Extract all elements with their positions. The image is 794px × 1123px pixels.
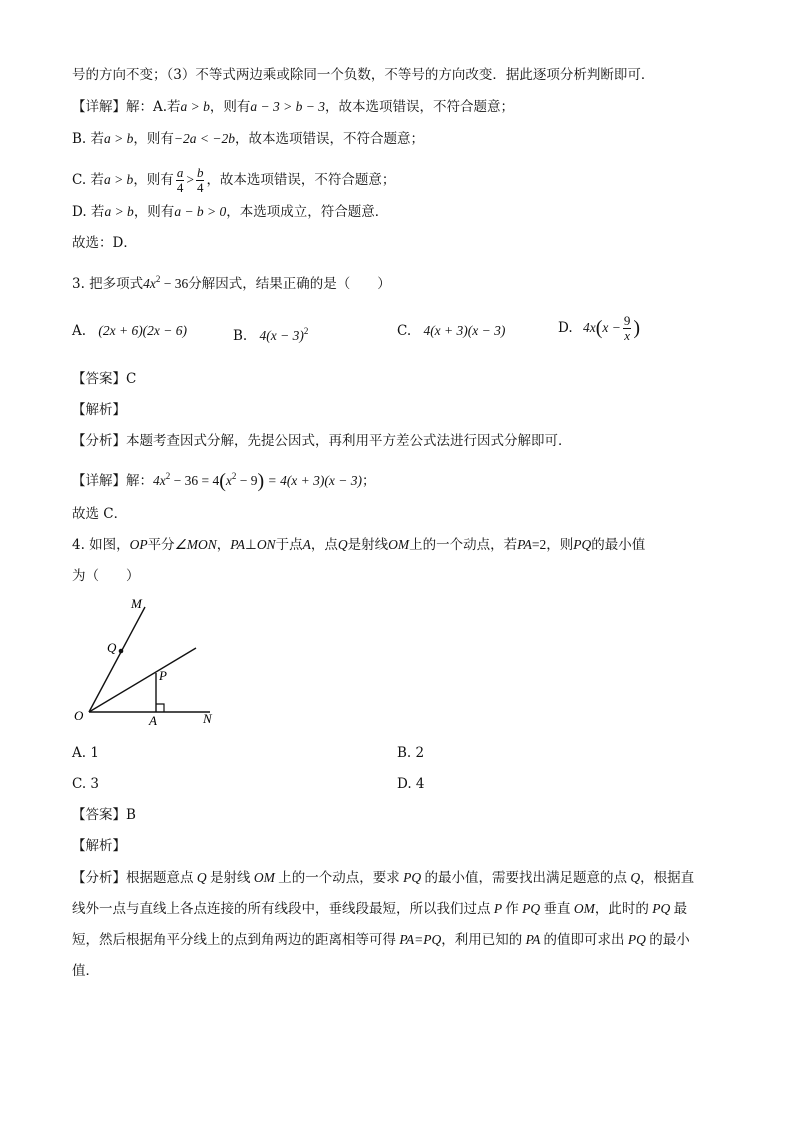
p2-detail-line-c	[72, 166, 395, 195]
q3-jiexi: 【解析】	[72, 402, 126, 418]
math-expr: PQ	[573, 537, 592, 552]
p2-choose: 故选：D．	[72, 235, 137, 251]
math-expr: A	[302, 537, 311, 552]
paren: (	[219, 470, 226, 492]
denominator: 4	[176, 180, 184, 195]
fraction-a-over-4	[176, 166, 185, 195]
text: ，则有	[133, 131, 174, 147]
q3-analysis: 【分析】本题考查因式分解，先提公因式，再利用平方差公式法进行因式分解即可．	[72, 433, 572, 449]
angle-bisector-figure	[70, 592, 230, 732]
right-angle-mark	[156, 704, 164, 712]
math-expr: a > b	[104, 204, 134, 219]
q4-analysis-line-2	[72, 900, 687, 918]
math-expr: PQ	[648, 901, 674, 916]
paren: )	[257, 470, 265, 492]
text: ，本选项成立，符合题意．	[226, 204, 389, 220]
text: 【分析】根据题意点	[72, 870, 194, 886]
text: 解：A.若	[126, 99, 181, 115]
option-expr: 4x	[582, 320, 596, 335]
text: ，利用已知的	[441, 932, 523, 948]
label-p: P	[159, 668, 167, 683]
text: C. 若	[72, 172, 104, 188]
math-expr: PQ	[518, 901, 544, 916]
text: 短，然后根据角平分线上的点到角两边的距离相等可得	[72, 932, 396, 948]
label-m: M	[131, 596, 142, 611]
label-q: Q	[107, 640, 117, 655]
text: ，则有	[133, 172, 174, 188]
text: ，根据直	[640, 870, 695, 886]
option-label: C.	[397, 323, 412, 339]
math-expr: PQ	[624, 932, 650, 947]
text: 是射线	[347, 537, 389, 553]
q3-option-d	[558, 314, 640, 343]
text: ，此时的	[594, 901, 649, 917]
math-expr: PQ	[399, 870, 425, 885]
math-expr: OM	[250, 870, 279, 885]
q3-option-a	[72, 322, 187, 340]
math-expr: PA=PQ	[396, 932, 442, 947]
ray-om	[89, 607, 145, 712]
paren: )	[633, 317, 641, 339]
option-label: A.	[72, 323, 87, 339]
option-expr: (2x + 6)(2x − 6)	[98, 323, 188, 338]
text: 上的一个动点，要求	[278, 870, 400, 886]
exponent: 2	[155, 274, 161, 284]
math-expr: a − b > 0	[174, 204, 227, 219]
text: 分解因式，结果正确的是（ ）	[188, 276, 391, 292]
denominator: 4	[196, 180, 204, 195]
numerator: b	[196, 165, 204, 180]
q4-option-d: D. 4	[397, 776, 425, 792]
math-expr: a > b	[104, 131, 134, 146]
q4-stem-line-2: 为（ ）	[72, 568, 140, 584]
math-expr: −2a < −2b	[173, 131, 235, 146]
ray-op	[89, 648, 196, 712]
math-expr: Q	[627, 870, 641, 885]
label-n: N	[203, 711, 212, 726]
detail-tag: 【详解】	[72, 473, 126, 489]
math-expr: OM	[570, 901, 595, 916]
q3-option-c	[397, 322, 505, 340]
math-expr: 4x	[143, 276, 156, 291]
q3-answer: 【答案】C	[72, 371, 137, 387]
option-label: D.	[558, 320, 573, 336]
text: 4. 如图，	[72, 537, 130, 553]
text: ，故本选项错误，不符合题意；	[206, 172, 396, 188]
math-expr: PA	[230, 537, 246, 552]
math-expr: P	[490, 901, 506, 916]
math-expr: ON	[256, 537, 276, 552]
point-q-dot	[119, 649, 124, 654]
q3-choose: 故选 C．	[72, 506, 128, 522]
math-expr: =2，则	[531, 537, 574, 552]
math-expr: a > b	[180, 99, 210, 114]
p2-detail-line-d	[72, 203, 388, 221]
math-expr: − 36 = 4	[170, 473, 220, 488]
math-expr: a > b	[103, 172, 134, 187]
math-expr: x	[225, 473, 232, 488]
detail-tag: 【详解】	[72, 99, 126, 115]
q4-option-a: A. 1	[72, 745, 99, 761]
exponent: 2	[303, 326, 309, 336]
text: 的最小	[649, 932, 690, 948]
text: D. 若	[72, 204, 105, 220]
p2-detail-line-b	[72, 130, 424, 148]
label-a: A	[149, 713, 157, 728]
math-expr: a − 3 > b − 3	[250, 99, 326, 114]
text: ，	[216, 537, 231, 553]
math-expr: PA	[517, 537, 532, 552]
math-expr: PA	[522, 932, 544, 947]
text: ；	[362, 473, 376, 489]
math-expr: OM	[388, 537, 410, 552]
option-expr: x −	[602, 320, 621, 335]
math-expr: 4x	[153, 473, 166, 488]
q3-detail	[72, 467, 376, 490]
p2-detail-line-a	[72, 98, 514, 116]
text: 的最小值	[591, 537, 646, 553]
math-expr: Q	[337, 537, 348, 552]
text: ，则有	[133, 204, 175, 220]
q3-stem	[72, 270, 391, 293]
paren: (	[595, 317, 603, 339]
math-expr: OP	[129, 537, 148, 552]
option-expr: 4(x + 3)(x − 3)	[423, 323, 506, 338]
q4-analysis-line-3	[72, 931, 690, 949]
math-expr: = 4(x + 3)(x − 3)	[264, 473, 362, 488]
fraction-b-over-4	[196, 166, 205, 195]
math-expr: Q	[193, 870, 210, 885]
q4-option-c: C. 3	[72, 776, 100, 792]
q4-analysis-line-1	[72, 869, 694, 887]
math-expr: − 36	[160, 276, 189, 291]
text: 最	[673, 901, 688, 917]
text: ，故本选项错误，不符合题意；	[325, 99, 515, 115]
exponent: 2	[231, 471, 237, 481]
p2-text-line-1: 号的方向不变；（3）不等式两边乘或除同一个负数，不等号的方向改变．据此逐项分析判断即可．	[72, 67, 655, 83]
text: 解：	[126, 473, 153, 489]
denominator: x	[624, 328, 630, 343]
text: 的最小值，需要找出满足题意的点	[424, 870, 627, 886]
text: 平分	[147, 537, 175, 553]
text: B. 若	[72, 131, 105, 147]
text: 3. 把多项式	[72, 276, 144, 292]
math-op: >	[186, 172, 194, 187]
text: ，则有	[209, 99, 251, 115]
q4-jiexi: 【解析】	[72, 838, 126, 854]
numerator: 9	[623, 313, 631, 328]
q3-option-b	[233, 322, 308, 345]
math-expr: ∠MON	[174, 537, 217, 552]
text: 于点	[275, 537, 303, 553]
text: 的值即可求出	[543, 932, 625, 948]
label-o: O	[74, 708, 84, 723]
fraction-9-over-x	[623, 314, 632, 343]
q4-analysis-line-4: 值．	[72, 963, 99, 979]
math-op: ⊥	[245, 537, 257, 552]
text: ，点	[310, 537, 338, 553]
text: 上的一个动点，若	[409, 537, 518, 553]
text: 线外一点与直线上各点连接的所有线段中，垂线段最短，所以我们过点	[72, 901, 491, 917]
math-expr: − 9	[236, 473, 258, 488]
text: 垂直	[543, 901, 571, 917]
text: 是射线	[210, 870, 251, 886]
option-expr: 4(x − 3)	[259, 328, 304, 343]
q4-stem-line-1	[72, 536, 645, 554]
exponent: 2	[165, 471, 171, 481]
option-label: B.	[233, 328, 248, 344]
numerator: a	[176, 165, 184, 180]
q4-answer: 【答案】B	[72, 807, 136, 823]
text: ，故本选项错误，不符合题意；	[234, 131, 424, 147]
q4-option-b: B. 2	[397, 745, 425, 761]
text: 作	[505, 901, 519, 917]
